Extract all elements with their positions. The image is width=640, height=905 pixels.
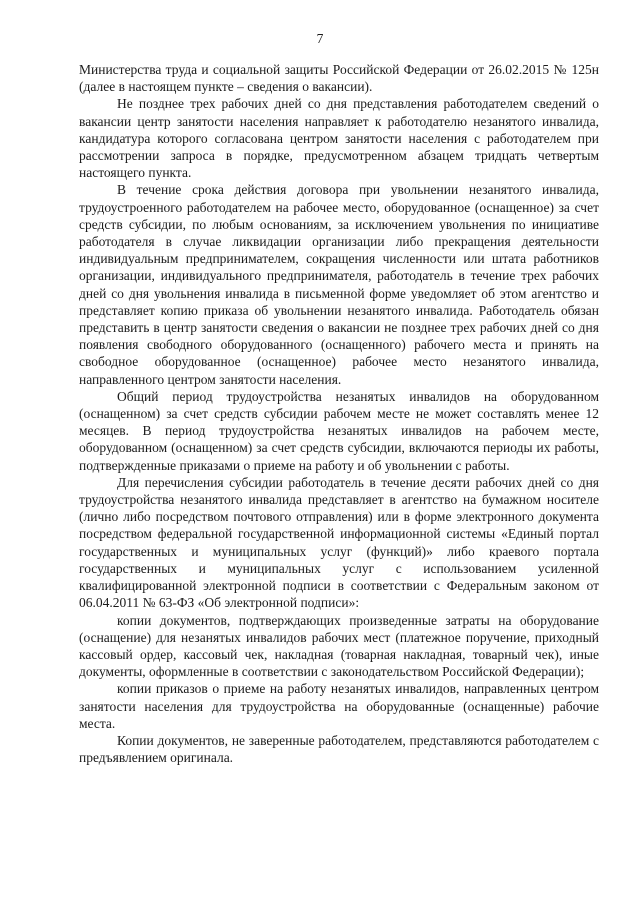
page-number: 7 [316, 31, 324, 46]
paragraph: копии приказов о приеме на работу незанятых инвалидов, направленных центром занятости населения для трудоустройства на оборудованные (оснащенные) рабочие места. [79, 681, 599, 731]
paragraph: Для перечисления субсидии работодатель в течение десяти рабочих дней со дня трудоустройства незанятого инвалида представляет в агентство на бумажном носителе (лично либо посредством почтового отправления) или в форме электронного документа посредством федеральной государственной информационной системы «Единый портал государственных и муниципальных услуг (функций)» либо краевого портала государственных и муниципальных услуг с использованием усиленной квалифицированной электронной подписи в соответствии с Федеральным законом от 06.04.2011 № 63-ФЗ «Об электронной подписи»: [79, 474, 599, 611]
document-body [79, 61, 599, 766]
paragraph: В течение срока действия договора при увольнении незанятого инвалида, трудоустроенного работодателем на рабочее место, оборудованное (оснащенное) за счет средств субсидии, по любым основаниям, за исключением увольнения по инициативе работодателя в случае ликвидации организации либо прекращения деятельности индивидуальным предпринимателем, сокращения численности или штата работников организации, индивидуального предпринимателя, работодатель в течение трех рабочих дней со дня увольнения инвалида в письменной форме уведомляет об этом агентство и представляет копию приказа об увольнении незанятого инвалида. Работодатель обязан представить в центр занятости сведения о вакансии не позднее трех рабочих дней со дня появления свободного оборудованного (оснащенного) рабочего места и принять на свободное оборудованное (оснащенное) рабочее место незанятого инвалида, направленного центром занятости населения. [79, 182, 599, 387]
paragraph: Копии документов, не заверенные работодателем, представляются работодателем с предъявлением оригинала. [79, 732, 599, 766]
paragraph: Не позднее трех рабочих дней со дня представления работодателем сведений о вакансии центр занятости населения направляет к работодателю незанятого инвалида, кандидатура которого согласована центром занятости населения с работодателем при рассмотрении запроса в порядке, предусмотренном абзацем тридцать четвертым настоящего пункта. [79, 96, 599, 181]
paragraph: Министерства труда и социальной защиты Российской Федерации от 26.02.2015 № 125н (далее в настоящем пункте – сведения о вакансии). [79, 62, 599, 95]
paragraph: копии документов, подтверждающих произведенные затраты на оборудование (оснащение) для незанятых инвалидов рабочих мест (платежное поручение, приходный кассовый ордер, кассовый чек, накладная (товарная накладная, товарный чек), иные документы, оформленные в соответствии с законодательством Российской Федерации); [79, 612, 599, 680]
paragraph: Общий период трудоустройства незанятых инвалидов на оборудованном (оснащенном) за счет средств субсидии рабочем месте не может составлять менее 12 месяцев. В период трудоустройства незанятых инвалидов на рабочем месте, оборудованном (оснащенном) за счет средств субсидии, включаются периоды их работы, подтвержденные приказами о приеме на работу и об увольнении с работы. [79, 388, 599, 473]
